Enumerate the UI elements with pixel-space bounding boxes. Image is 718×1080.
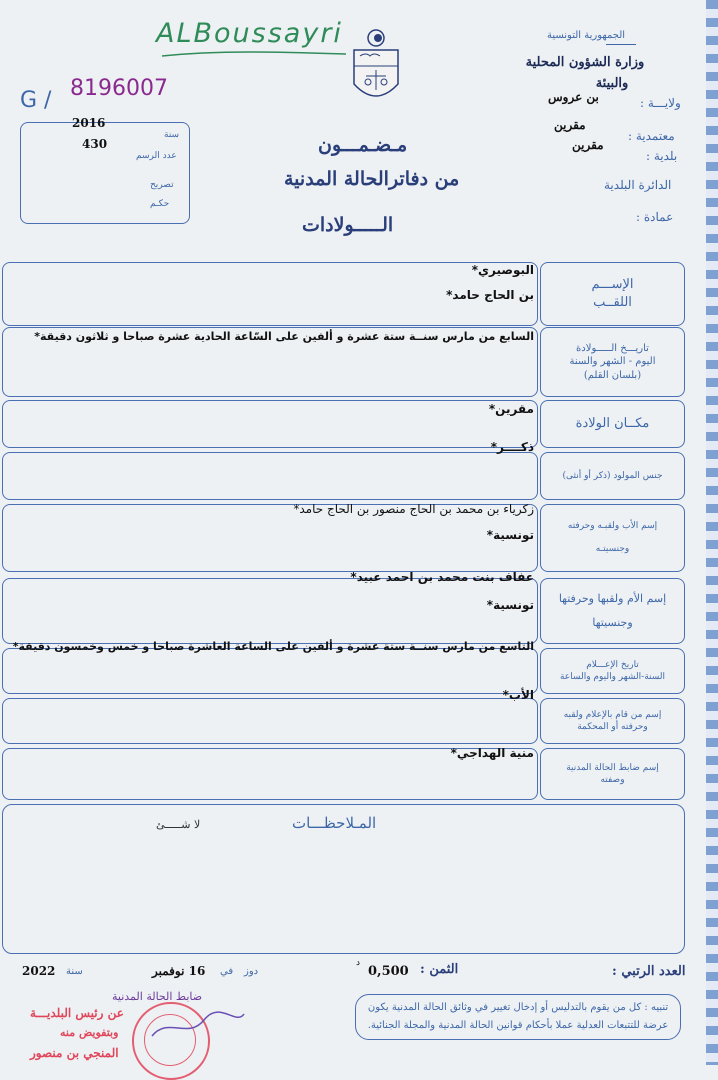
row-birthplace-label-box <box>540 400 685 448</box>
date-month: نوفمبر <box>152 964 185 978</box>
title-line2: من دفاترالحالة المدنية <box>284 168 460 190</box>
value-officer: منية الهداجي* <box>450 746 534 760</box>
year-value-footer: 2022 <box>22 964 56 978</box>
register-number-label: العدد الرتبي : <box>612 964 686 979</box>
value-mother-name: عفاف بنت محمد بن احمد عبيد* <box>350 570 534 584</box>
handwritten-name: ALBoussayri <box>156 18 343 49</box>
year-label: سنة <box>164 130 180 140</box>
value-father-nationality: تونسية* <box>486 528 534 542</box>
label-declarant-2: وحرفته أو المحكمة <box>577 722 648 732</box>
date-place-label: دوز <box>244 966 259 977</box>
governorate-value: بن عروس <box>548 90 599 104</box>
value-mother-nationality: تونسية* <box>486 598 534 612</box>
municipality-value: مقرين <box>572 138 604 152</box>
title-line1: مـضـمـــون <box>318 134 408 156</box>
value-surname: بن الحاج حامد* <box>446 288 534 302</box>
value-birthplace: مقرين* <box>488 402 534 416</box>
label-birthdate-2: اليوم - الشهر والسنة <box>569 356 656 368</box>
label-mother-1: إسم الأم ولقبها وحرفتها <box>558 591 667 605</box>
remarks-value: لا شـــــئ <box>156 818 201 831</box>
label-sex: جنس المولود (ذكر أو أنثى) <box>562 470 663 481</box>
omda-label: عمادة : <box>636 210 674 224</box>
registration-number: 430 <box>82 137 108 151</box>
row-mother-value-box <box>2 578 538 644</box>
value-sex: ذكــــر* <box>490 440 534 454</box>
municipality-label: بلدية : <box>646 149 678 163</box>
officer-title: ضابط الحالة المدنية <box>112 990 203 1003</box>
label-birthdate-3: (بلسان القلم) <box>583 369 642 381</box>
label-mother-2: وجنسيتها <box>592 616 633 629</box>
row-declarant-value-box <box>2 698 538 744</box>
row-birthdate-label-box <box>540 327 685 397</box>
label-declarant-1: إسم من قام بالإعلام ولقبه <box>563 709 662 720</box>
value-first-name: البوصيري* <box>471 263 534 277</box>
title-line3: الـــــولادات <box>302 214 394 236</box>
delegation-value: مقرين <box>554 118 586 132</box>
value-father-name: زكرياء بن محمد بن الحاج منصور بن الحاج حامد* <box>293 502 534 516</box>
label-father-1: إسم الأب ولقبـه وحرفته <box>567 520 658 531</box>
handwritten-underline <box>160 48 350 60</box>
row-sex-label-box <box>540 452 685 500</box>
delegation-label: معتمدية : <box>628 129 675 143</box>
row-birthplace-value-box <box>2 400 538 448</box>
label-birthdate-1: تاريـــخ الـــــولادة <box>576 342 649 354</box>
serial-number: 8196007 <box>70 76 168 101</box>
officer-delegation: وبتفويض منه <box>60 1026 119 1039</box>
ministry-line2: والبيئة <box>595 76 629 91</box>
divider <box>606 44 636 45</box>
label-officer-1: إسم ضابط الحالة المدنية <box>566 762 659 773</box>
republic-label: الجمهورية التونسية <box>546 30 626 41</box>
label-declaration-date-1: تاريخ الإعـــلام <box>586 659 639 670</box>
serial-prefix: G / <box>20 88 52 113</box>
row-sex-value-box <box>2 452 538 500</box>
label-birthplace: مكــان الولادة <box>575 416 650 432</box>
row-declarant-label-box <box>540 698 685 744</box>
perforated-edge <box>706 0 718 1065</box>
declaration-label: تصريح <box>150 180 174 190</box>
row-mother-label-box <box>540 578 685 644</box>
ministry-line1: وزارة الشؤون المحلية <box>525 55 645 70</box>
officer-role: عن رئيس البلديـــة <box>30 1006 124 1020</box>
label-surname: اللقــب <box>593 295 632 310</box>
label-father-2: وجنسيتـه <box>595 544 630 554</box>
label-officer-2: وصفته <box>600 775 625 785</box>
signature-icon <box>148 1006 248 1046</box>
label-declaration-date-2: السنة-الشهر واليوم والساعة <box>559 672 666 682</box>
row-declaration-date-label-box <box>540 648 685 694</box>
value-birthdate: السابع من مارس سنــة ستة عشرة و ألفين على السّاعة الحادية عشرة صباحا و ثلاثون دقيقة* <box>34 330 534 343</box>
governorate-label: ولايـــة : <box>640 96 681 110</box>
value-declarant: الأب* <box>502 688 534 702</box>
date-value <box>152 964 205 978</box>
date-day: 16 <box>188 964 206 978</box>
officer-name: المنجي بن منصور <box>30 1046 119 1060</box>
remarks-label: المـلاحظـــات <box>292 814 377 832</box>
registration-year: 2016 <box>72 116 106 130</box>
row-name-label-box <box>540 262 685 326</box>
row-father-label-box <box>540 504 685 572</box>
price-unit: د <box>356 958 361 968</box>
date-prefix: في <box>220 966 234 977</box>
number-label: عدد الرسم <box>136 151 177 161</box>
judgment-label: حكـم <box>150 199 170 209</box>
price-label: الثمن : <box>420 962 459 977</box>
price-value: 0,500 <box>368 964 409 979</box>
row-officer-label-box <box>540 748 685 800</box>
value-declaration-date: التاسع من مارس سنــة ستة عشرة و ألفين على الساعة العاشرة صباحا و خمس وخمسون دقيقة* <box>12 640 534 653</box>
row-declaration-date-value-box <box>2 648 538 694</box>
district-label: الدائرة البلدية <box>604 178 672 192</box>
tunisia-coat-of-arms-icon <box>346 28 406 110</box>
legal-notice: تنبيه : كل من يقوم بالتدليس أو إدخال تغيير في وثائق الحالة المدنية يكون عرضة للتتبعات العدلية عملا بأحكام قوانين الحالة المدنية والمجلة الجنائية. <box>355 994 681 1040</box>
year-label-footer: سنة <box>66 966 83 977</box>
label-first-name: الإســـم <box>591 277 634 293</box>
